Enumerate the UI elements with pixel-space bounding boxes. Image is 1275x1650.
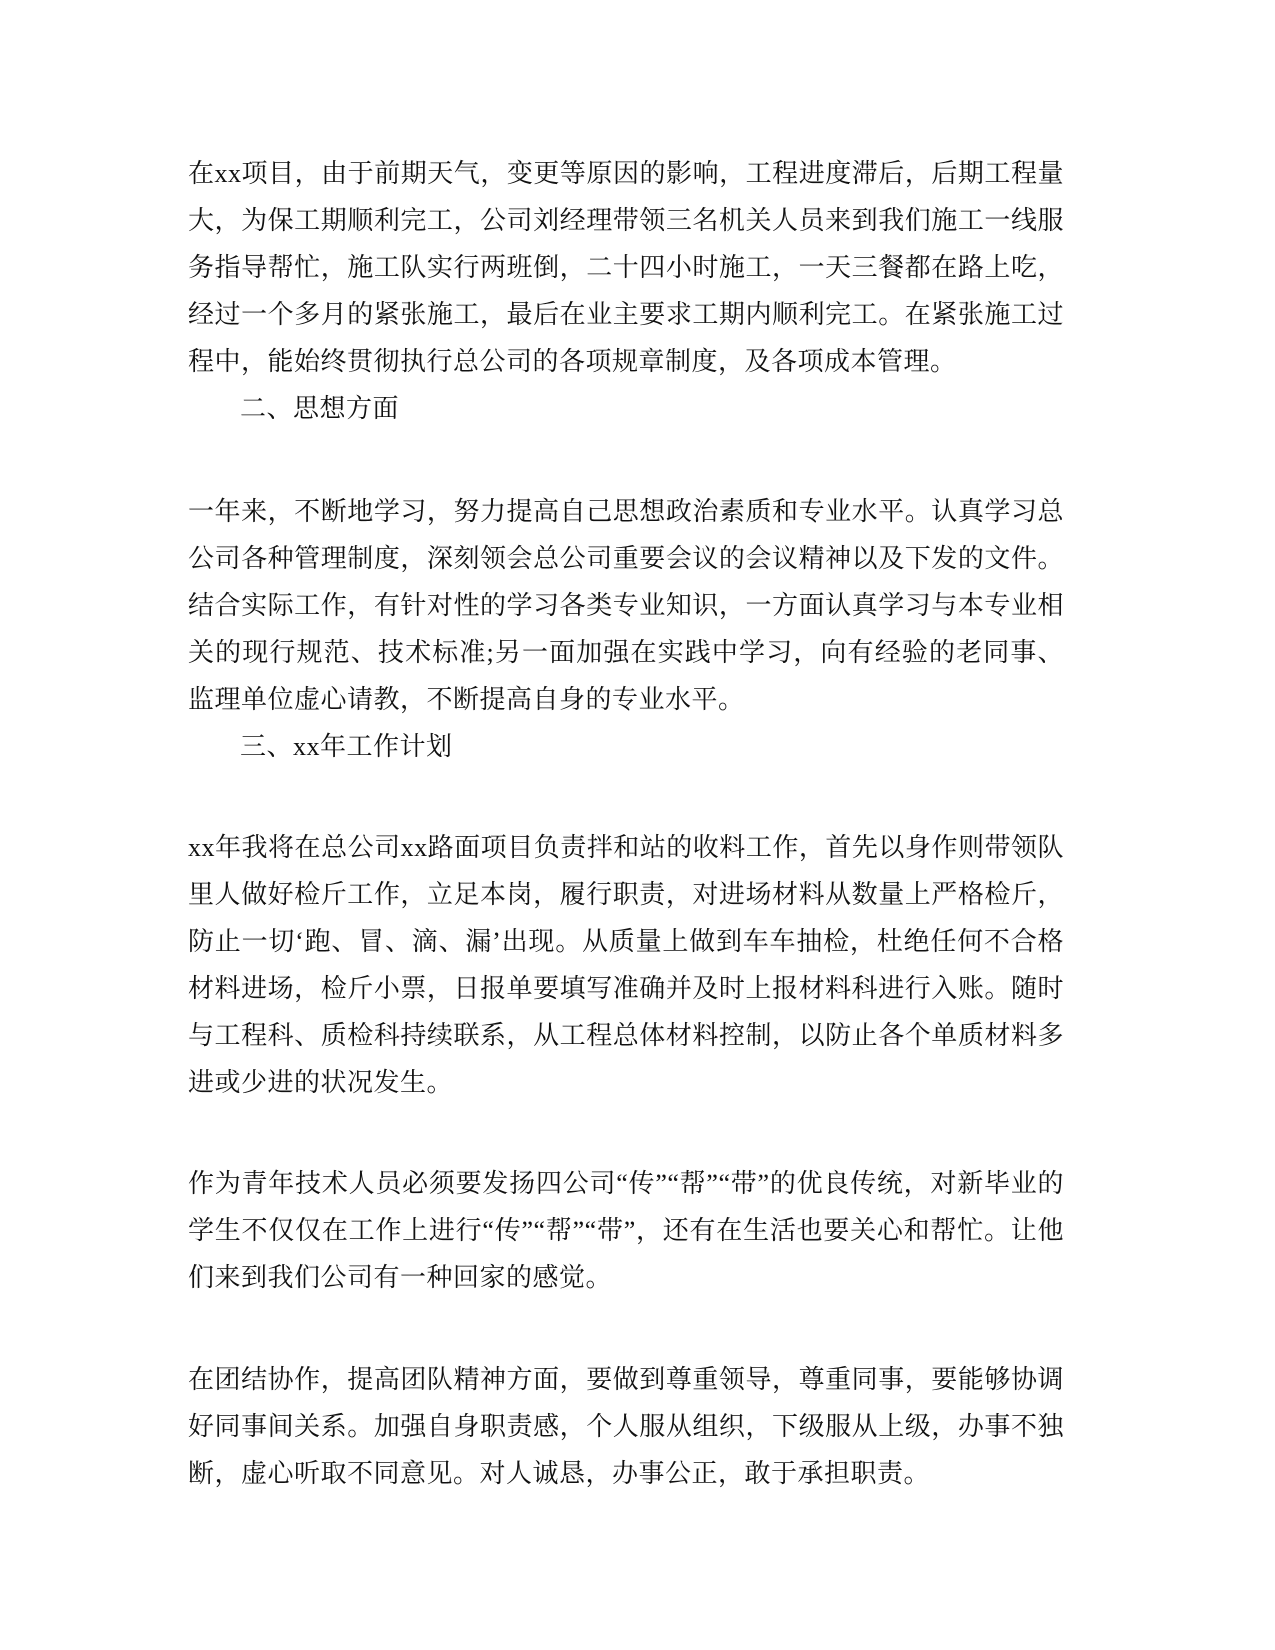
paragraph-ideology-study: 一年来，不断地学习，努力提高自己思想政治素质和专业水平。认真学习总公司各种管理制度，深刻领会总公司重要会议的会议精神以及下发的文件。结合实际工作，有针对性的学习各类专业知识，一方面认真学习与本专业相关的现行规范、技术标准;另一面加强在实践中学习，向有经验的老同事、监理单位虚心请教，不断提高自身的专业水平。 [188, 497, 1064, 714]
document-body [188, 150, 1064, 1497]
section-heading-work-plan: 三、xx年工作计划 [240, 732, 453, 761]
paragraph-project-summary: 在xx项目，由于前期天气，变更等原因的影响，工程进度滞后，后期工程量大，为保工期顺利完工，公司刘经理带领三名机关人员来到我们施工一线服务指导帮忙，施工队实行两班倒，二十四小时施工，一天三餐都在路上吃，经过一个多月的紧张施工，最后在业主要求工期内顺利完工。在紧张施工过程中，能始终贯彻执行总公司的各项规章制度，及各项成本管理。 [188, 159, 1064, 376]
paragraph-teamwork: 在团结协作，提高团队精神方面，要做到尊重领导，尊重同事，要能够协调好同事间关系。加强自身职责感，个人服从组织，下级服从上级，办事不独断，虚心听取不同意见。对人诚恳，办事公正，敢于承担职责。 [188, 1365, 1064, 1488]
paragraph-work-plan: xx年我将在总公司xx路面项目负责拌和站的收料工作，首先以身作则带领队里人做好检斤工作，立足本岗，履行职责，对进场材料从数量上严格检斤，防止一切‘跑、冒、滴、漏’出现。从质量上做到车车抽检，杜绝任何不合格材料进场，检斤小票，日报单要填写准确并及时上报材料科进行入账。随时与工程科、质检科持续联系，从工程总体材料控制，以防止各个单质材料多进或少进的状况发生。 [188, 833, 1064, 1097]
section-heading-ideology: 二、思想方面 [240, 394, 400, 423]
paragraph-mentoring-tradition: 作为青年技术人员必须要发扬四公司“传”“帮”“带”的优良传统，对新毕业的学生不仅仅在工作上进行“传”“帮”“带”，还有在生活也要关心和帮忙。让他们来到我们公司有一种回家的感觉。 [188, 1169, 1064, 1292]
